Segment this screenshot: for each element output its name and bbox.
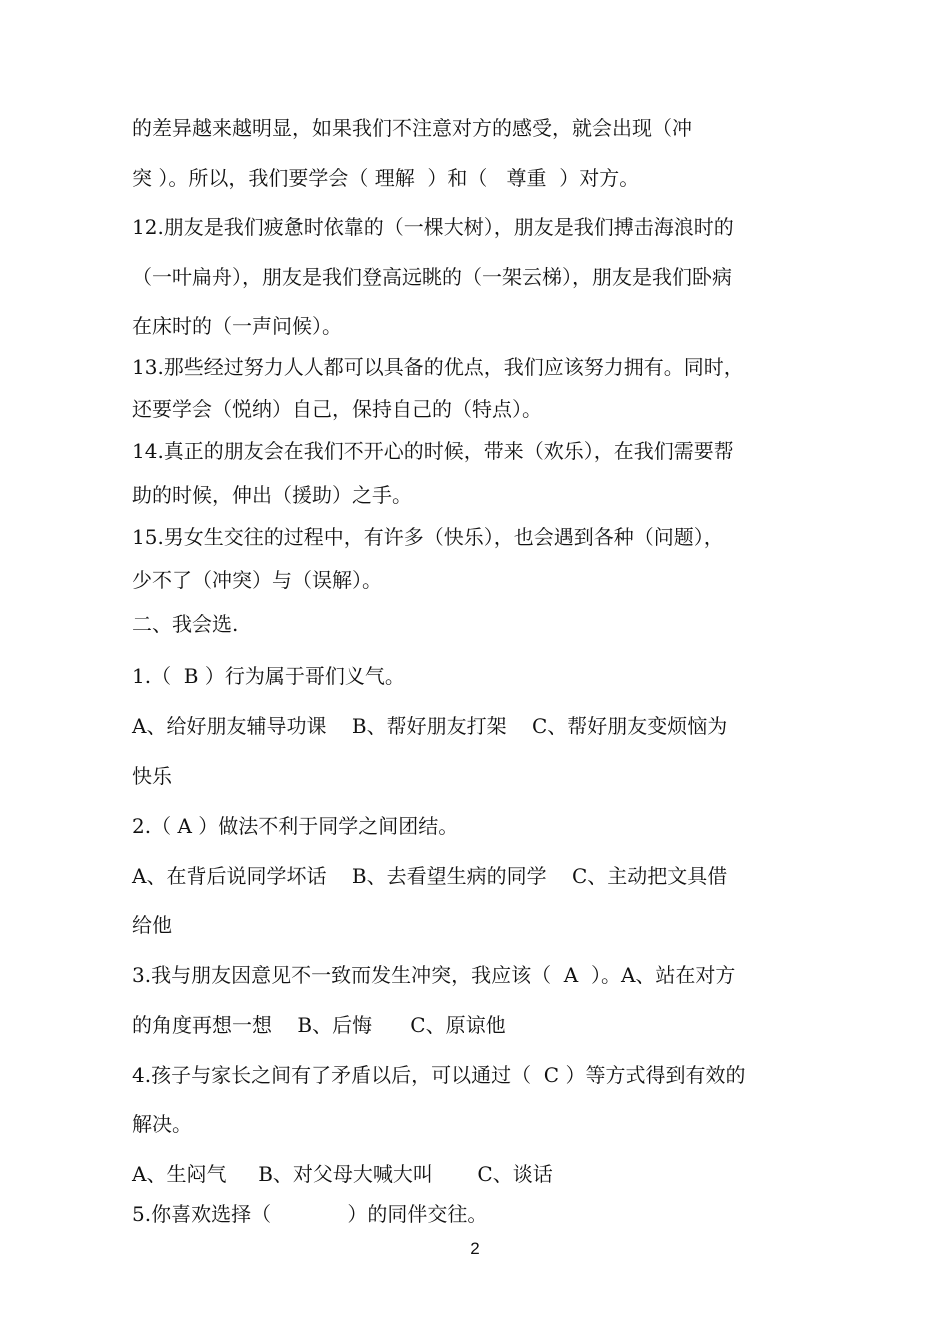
- options-line: A、生闷气 B、对父母大喊大叫 C、谈话: [132, 1162, 553, 1186]
- text-line: 13.那些经过努力人人都可以具备的优点，我们应该努力拥有。同时，: [132, 355, 744, 379]
- options-line: 的角度再想一想 B、后悔 C、原谅他: [132, 1013, 506, 1037]
- question-line: 3.我与朋友因意见不一致而发生冲突，我应该（ A ）。A、站在对方: [132, 963, 736, 987]
- text-line: 解决。: [132, 1112, 192, 1136]
- text-line: 14.真正的朋友会在我们不开心的时候，带来（欢乐），在我们需要帮: [132, 439, 734, 463]
- text-line: 在床时的（一声问候）。: [132, 314, 342, 338]
- text-line: 快乐: [132, 764, 172, 788]
- text-line: 突 ）。所以，我们要学会（ 理解 ）和（ 尊重 ）对方。: [132, 166, 640, 190]
- question-line: 5.你喜欢选择（ ）的同伴交往。: [132, 1202, 488, 1226]
- question-line: 2.（ A ）做法不利于同学之间团结。: [132, 814, 459, 838]
- text-line: 的差异越来越明显，如果我们不注意对方的感受，就会出现（冲: [132, 116, 692, 140]
- text-line: （一叶扁舟），朋友是我们登高远眺的（一架云梯），朋友是我们卧病: [132, 265, 732, 289]
- text-line: 给他: [132, 913, 172, 937]
- page-number: 2: [470, 1239, 480, 1258]
- options-line: A、给好朋友辅导功课 B、帮好朋友打架 C、帮好朋友变烦恼为: [132, 714, 728, 738]
- text-line: 少不了（冲突）与（误解）。: [132, 568, 382, 592]
- question-line: 1.（ B ）行为属于哥们义气。: [132, 664, 405, 688]
- section-heading: 二、我会选.: [132, 612, 239, 636]
- options-line: A、在背后说同学坏话 B、去看望生病的同学 C、主动把文具借: [132, 864, 728, 888]
- question-line: 4.孩子与家长之间有了矛盾以后，可以通过（ C ）等方式得到有效的: [132, 1063, 746, 1087]
- text-line: 还要学会（悦纳）自己，保持自己的（特点）。: [132, 397, 542, 421]
- text-line: 12.朋友是我们疲惫时依靠的（一棵大树），朋友是我们搏击海浪时的: [132, 215, 734, 239]
- text-line: 15.男女生交往的过程中，有许多（快乐），也会遇到各种（问题），: [132, 525, 724, 549]
- text-line: 助的时候，伸出（援助）之手。: [132, 483, 412, 507]
